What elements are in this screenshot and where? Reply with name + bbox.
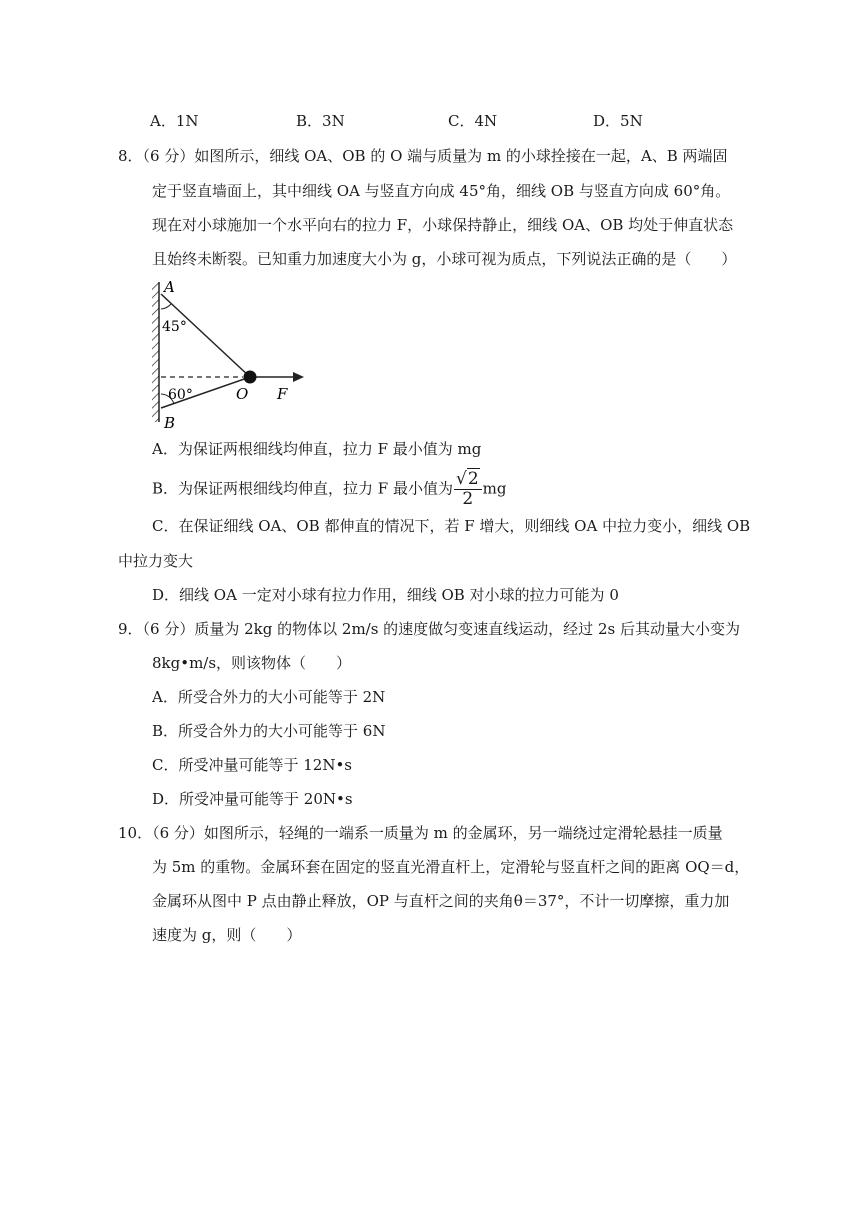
q10-stem-line-1: 10．（6 分）如图所示，轻绳的一端系一质量为 m 的金属环，另一端绕过定滑轮悬挂一质量	[118, 824, 723, 842]
label-b: B	[164, 414, 176, 432]
q8-stem-line-4: 且始终未断裂。已知重力加速度大小为 g，小球可视为质点，下列说法正确的是（ ）	[152, 250, 737, 268]
q8-stem-line-2: 定于竖直墙面上，其中细线 OA 与竖直方向成 45°角，细线 OB 与竖直方向成 60°角。	[152, 182, 731, 200]
q9-option-c: C．所受冲量可能等于 12N•s	[152, 756, 353, 774]
q7-option-b: B．3N	[296, 112, 345, 130]
angle-label-a: 45°	[162, 319, 187, 335]
q7-option-d: D．5N	[593, 112, 643, 130]
q8-stem-line-1: 8．（6 分）如图所示，细线 OA、OB 的 O 端与质量为 m 的小球拴接在一起，A、B 两端固	[118, 147, 728, 165]
q10-stem-line-2: 为 5m 的重物。金属环套在固定的竖直光滑直杆上，定滑轮与竖直杆之间的距离 OQ＝d，	[152, 858, 750, 876]
force-arrowhead	[293, 372, 304, 382]
label-f: F	[277, 385, 288, 403]
q8-option-b-suffix: mg	[482, 479, 507, 498]
q9-stem-line-2: 8kg•m/s，则该物体（ ）	[152, 654, 352, 672]
q9-option-b: B．所受合外力的大小可能等于 6N	[152, 722, 386, 740]
q8-stem-line-3: 现在对小球施加一个水平向右的拉力 F，小球保持静止，细线 OA、OB 均处于伸直状态	[152, 216, 734, 234]
angle-label-b: 60°	[168, 387, 193, 403]
q8-option-d: D．细线 OA 一定对小球有拉力作用，细线 OB 对小球的拉力可能为 0	[152, 586, 619, 604]
ball	[244, 371, 257, 384]
q8-option-b	[152, 471, 506, 508]
q7-option-c: C．4N	[448, 112, 498, 130]
q9-option-a: A．所受合外力的大小可能等于 2N	[152, 688, 386, 706]
string-oa	[161, 294, 250, 377]
q8-option-b-prefix: B．为保证两根细线均伸直，拉力 F 最小值为	[152, 479, 453, 498]
q10-stem-line-4: 速度为 g，则（ ）	[152, 926, 302, 944]
label-o: O	[236, 385, 249, 403]
q8-option-a: A．为保证两根细线均伸直，拉力 F 最小值为 mg	[152, 440, 482, 458]
wall-hatching	[152, 282, 159, 422]
label-a: A	[164, 278, 175, 296]
q10-stem-line-3: 金属环从图中 P 点由静止释放，OP 与直杆之间的夹角θ＝37°，不计一切摩擦，重力加	[152, 892, 730, 910]
fraction-sqrt2-over-2: $\frac{√2}{2}$	[454, 471, 482, 508]
q8-figure	[148, 276, 318, 432]
q8-option-c-line-1: C．在保证细线 OA、OB 都伸直的情况下，若 F 增大，则细线 OA 中拉力变小，细线 OB	[152, 517, 751, 535]
q9-option-d: D．所受冲量可能等于 20N•s	[152, 790, 353, 808]
q9-stem-line-1: 9．（6 分）质量为 2kg 的物体以 2m/s 的速度做匀变速直线运动，经过 2s 后其动量大小变为	[118, 620, 740, 638]
fraction-denominator: 2	[462, 489, 474, 509]
q8-option-c-line-2: 中拉力变大	[118, 552, 194, 570]
angle-arc-a	[161, 304, 171, 309]
fraction-numerator: 2	[467, 469, 479, 489]
q7-option-a: A．1N	[150, 112, 199, 130]
